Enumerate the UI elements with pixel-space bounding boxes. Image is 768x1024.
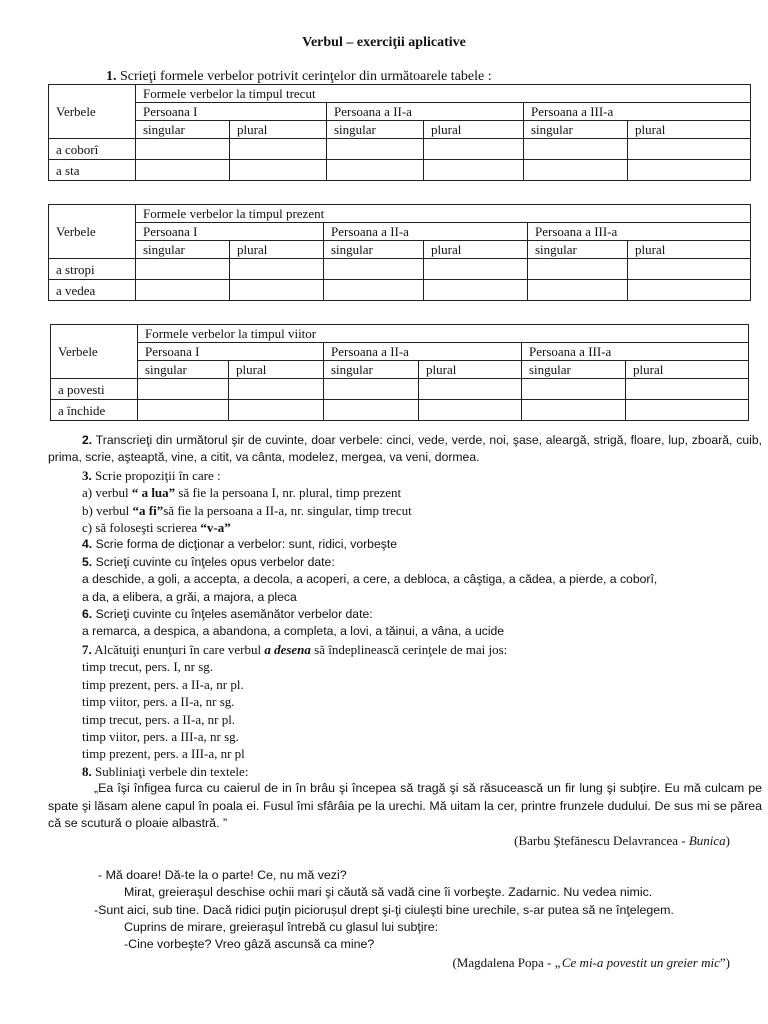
quote-source-1 — [82, 832, 730, 849]
item-text: să fie la persoana I, nr. plural, timp prezent — [175, 485, 402, 501]
answer-cell[interactable] — [524, 139, 628, 160]
page-title: Verbul – exerciţii aplicative — [302, 35, 466, 50]
answer-cell[interactable] — [424, 280, 528, 301]
item-text: să fie la persoana a II-a, nr. singular, timp trecut — [163, 502, 412, 518]
answer-cell[interactable] — [419, 400, 522, 421]
dialogue-line-1: - Mă doare! Dă-te la o parte! Ce, nu mă vezi? — [98, 867, 347, 882]
exercise-text: să îndeplinească cerinţele de mai jos: — [310, 641, 508, 657]
person-3-header: Persoana a III-a — [522, 343, 749, 361]
verb-label: a stropi — [49, 259, 136, 280]
column-label-verbs: Verbele — [49, 85, 136, 139]
answer-cell[interactable] — [136, 160, 230, 181]
singular-header: singular — [522, 361, 626, 379]
answer-cell[interactable] — [424, 160, 524, 181]
quote-text-1: „Ea îşi înfigea furca cu caierul de in în brâu şi începea să tragă şi să răsucească un fir lung şi subţire. Eu mă culcam pe spate şi lăsam alene capul în poala ei. Fusul îmi sfârâia pe la urechi. Mă uitam la cer, printre frunzele dudului. De sus mi se părea că se scutură o ploaie albastră. ” — [48, 781, 762, 830]
column-label-verbs: Verbele — [51, 325, 138, 379]
table-row — [49, 160, 751, 181]
plural-header: plural — [230, 241, 324, 259]
plural-header: plural — [419, 361, 522, 379]
plural-header: plural — [628, 241, 751, 259]
table-row — [51, 379, 749, 400]
table-header: Formele verbelor la timpul trecut — [136, 85, 751, 103]
exercise-1-heading — [106, 68, 492, 85]
answer-cell[interactable] — [136, 259, 230, 280]
plural-header: plural — [628, 121, 751, 139]
exercise-text: Scrieţi cuvinte cu înţeles asemănător verbelor date: — [95, 607, 373, 622]
dialogue-line-3: -Sunt aici, sub tine. Dacă ridici puţin piciorușul drept şi-ţi ciuleşti bine urechile, s-ar putea să ne înţelegem. — [94, 902, 674, 917]
exercise-text: Scrie forma de dicţionar a verbelor: sunt, ridici, vorbeşte — [95, 537, 397, 552]
answer-cell[interactable] — [524, 160, 628, 181]
item-text: a) verbul — [82, 485, 132, 501]
plural-header: plural — [230, 121, 327, 139]
person-1-header: Persoana I — [136, 223, 324, 241]
answer-cell[interactable] — [327, 139, 424, 160]
list-item: timp prezent, pers. a III-a, nr pl — [82, 746, 245, 762]
exercises-body — [48, 432, 762, 971]
exercise-3b — [82, 502, 762, 519]
exercise-5-line-2: a da, a elibera, a grăi, a majora, a pleca — [82, 589, 297, 604]
singular-header: singular — [138, 361, 229, 379]
singular-header: singular — [136, 241, 230, 259]
singular-header: singular — [136, 121, 230, 139]
plural-header: plural — [626, 361, 749, 379]
answer-cell[interactable] — [528, 259, 628, 280]
exercise-6-line-1: a remarca, a despica, a abandona, a completa, a lovi, a tăinui, a vâna, a ucide — [82, 624, 505, 639]
exercise-number: 6. — [82, 607, 93, 622]
answer-cell[interactable] — [327, 160, 424, 181]
singular-header: singular — [327, 121, 424, 139]
singular-header: singular — [528, 241, 628, 259]
exercise-number: 1. — [106, 69, 117, 84]
quote-source-2 — [82, 954, 730, 971]
answer-cell[interactable] — [628, 160, 751, 181]
table-row — [49, 139, 751, 160]
table-header: Formele verbelor la timpul viitor — [138, 325, 749, 343]
exercise-text: Scrie propoziţii în care : — [95, 467, 221, 483]
exercise-4 — [82, 536, 762, 553]
answer-cell[interactable] — [628, 139, 751, 160]
dialogue-line-2: Mirat, greieraşul deschise ochii mari şi căută să vadă cine îi vorbeşte. Zadarnic. Nu vedea nimic. — [124, 885, 653, 900]
answer-cell[interactable] — [230, 160, 327, 181]
plural-header: plural — [229, 361, 324, 379]
table-row — [49, 280, 751, 301]
answer-cell[interactable] — [419, 379, 522, 400]
answer-cell[interactable] — [626, 379, 749, 400]
table-header: Formele verbelor la timpul prezent — [136, 205, 751, 223]
exercise-3c — [82, 519, 762, 536]
source-close: ”) — [719, 954, 730, 970]
answer-cell[interactable] — [528, 280, 628, 301]
plural-header: plural — [424, 241, 528, 259]
source-close: ) — [725, 833, 730, 849]
exercise-text: Scrieţi cuvinte cu înţeles opus verbelor date: — [95, 554, 335, 569]
answer-cell[interactable] — [136, 139, 230, 160]
list-item: timp viitor, pers. a III-a, nr sg. — [82, 728, 239, 744]
highlighted-verb: “ a lua” — [131, 485, 176, 501]
highlighted-verb: “a fi” — [132, 502, 164, 518]
answer-cell[interactable] — [628, 259, 751, 280]
answer-cell[interactable] — [424, 259, 528, 280]
column-label-verbs: Verbele — [49, 205, 136, 259]
exercise-3a — [82, 484, 762, 501]
dialogue-line-4: Cuprins de mirare, greieraşul întrebă cu glasul lui subţire: — [124, 919, 439, 934]
source-title: Bunica — [688, 833, 726, 849]
table-row — [51, 400, 749, 421]
exercise-number: 3. — [82, 467, 92, 483]
list-item: timp trecut, pers. a II-a, nr pl. — [82, 711, 236, 727]
exercise-number: 4. — [82, 537, 93, 552]
singular-header: singular — [524, 121, 628, 139]
exercise-text: Alcătuiţi enunţuri în care verbul — [94, 641, 265, 657]
answer-cell[interactable] — [229, 379, 324, 400]
table-row — [49, 259, 751, 280]
item-text: c) să foloseşti scrierea — [82, 520, 201, 536]
person-2-header: Persoana a II-a — [324, 223, 528, 241]
highlighted-verb: “v-a” — [200, 520, 231, 536]
answer-cell[interactable] — [230, 280, 324, 301]
person-2-header: Persoana a II-a — [327, 103, 524, 121]
plural-header: plural — [424, 121, 524, 139]
answer-cell[interactable] — [230, 139, 327, 160]
answer-cell[interactable] — [138, 379, 229, 400]
exercise-7 — [82, 641, 762, 658]
dialogue-line-5: -Cine vorbeşte? Vreo gâză ascunsă ca mine? — [124, 937, 375, 952]
verb-table-past — [48, 84, 751, 181]
exercise-text: Subliniaţi verbele din textele: — [95, 763, 249, 779]
source-author: (Barbu Ştefănescu Delavrancea - — [514, 833, 689, 849]
exercise-6 — [82, 606, 762, 623]
answer-cell[interactable] — [324, 400, 419, 421]
answer-cell[interactable] — [324, 259, 424, 280]
answer-cell[interactable] — [522, 400, 626, 421]
answer-cell[interactable] — [230, 259, 324, 280]
person-3-header: Persoana a III-a — [524, 103, 751, 121]
answer-cell[interactable] — [324, 280, 424, 301]
answer-cell[interactable] — [522, 379, 626, 400]
person-3-header: Persoana a III-a — [528, 223, 751, 241]
verb-label: a închide — [51, 400, 138, 421]
exercise-text: Scrieţi formele verbelor potrivit cerinţelor din următoarele tabele : — [120, 69, 492, 84]
verb-label: a povesti — [51, 379, 138, 400]
exercise-text: Transcrieţi din următorul şir de cuvinte, doar verbele: cinci, vede, verde, noi, şase, aleargă, strigă, floare, lup, zboară, cuib, prima, scrie, aşteaptă, vine, a citit, va cânta, modelez, mergea, va veni, dormea. — [48, 433, 762, 465]
answer-cell[interactable] — [626, 400, 749, 421]
source-author: (Magdalena Popa - — [452, 954, 555, 970]
exercise-2 — [48, 432, 762, 467]
exercise-number: 2. — [82, 433, 93, 447]
exercise-8 — [82, 763, 762, 780]
verb-label: a vedea — [49, 280, 136, 301]
exercise-5 — [82, 554, 762, 571]
list-item: timp prezent, pers. a II-a, nr pl. — [82, 676, 244, 692]
item-text: b) verbul — [82, 502, 133, 518]
verb-label: a sta — [49, 160, 136, 181]
person-2-header: Persoana a II-a — [324, 343, 522, 361]
exercise-number: 5. — [82, 554, 93, 569]
highlighted-verb: a desena — [264, 641, 311, 657]
verb-label: a coborî — [49, 139, 136, 160]
person-1-header: Persoana I — [136, 103, 327, 121]
list-item: timp trecut, pers. I, nr sg. — [82, 659, 214, 675]
exercise-5-line-1: a deschide, a goli, a accepta, a decola, a acoperi, a cere, a debloca, a câştiga, a cădea, a pierde, a coborî, — [82, 572, 658, 587]
singular-header: singular — [324, 361, 419, 379]
exercise-3 — [82, 467, 762, 484]
answer-cell[interactable] — [628, 280, 751, 301]
verb-table-present — [48, 204, 751, 301]
exercise-number: 7. — [82, 641, 92, 657]
verb-table-future — [50, 324, 749, 421]
list-item: timp viitor, pers. a II-a, nr sg. — [82, 694, 235, 710]
answer-cell[interactable] — [138, 400, 229, 421]
person-1-header: Persoana I — [138, 343, 324, 361]
source-title: „Ce mi-a povestit un greier mic — [554, 954, 720, 970]
answer-cell[interactable] — [136, 280, 230, 301]
exercise-number: 8. — [82, 763, 92, 779]
singular-header: singular — [324, 241, 424, 259]
answer-cell[interactable] — [229, 400, 324, 421]
answer-cell[interactable] — [324, 379, 419, 400]
answer-cell[interactable] — [424, 139, 524, 160]
